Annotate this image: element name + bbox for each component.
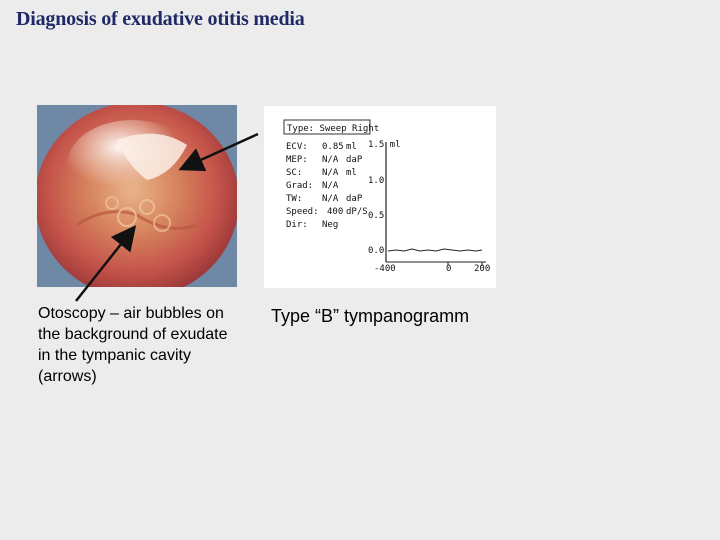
param-value: Neg bbox=[322, 220, 339, 230]
tympanogram-header: Type: Sweep Right bbox=[287, 124, 380, 134]
param-value: 400 bbox=[327, 207, 344, 217]
param-unit: ml bbox=[346, 142, 357, 152]
y-tick-label: 0.5 bbox=[368, 211, 385, 221]
otoscopy-image bbox=[37, 105, 237, 287]
y-tick-label: 1.5 ml bbox=[368, 140, 401, 150]
slide-title: Diagnosis of exudative otitis media bbox=[16, 8, 305, 30]
param-value: N/A bbox=[322, 168, 339, 178]
param-value: 0.85 bbox=[322, 142, 344, 152]
y-tick-label: 0.0 bbox=[368, 246, 385, 256]
param-unit: daP bbox=[346, 155, 363, 165]
tympanogram-params bbox=[286, 142, 368, 230]
x-tick-label: 0 bbox=[446, 264, 452, 274]
tympanogram-caption: Type “B” tympanogramm bbox=[271, 306, 470, 326]
param-value: N/A bbox=[322, 155, 339, 165]
param-label: ECV: bbox=[286, 142, 308, 152]
tympanogram-printout bbox=[264, 106, 496, 288]
param-unit: ml bbox=[346, 168, 357, 178]
param-label: Grad: bbox=[286, 181, 314, 191]
param-value: N/A bbox=[322, 194, 339, 204]
y-tick-label: 1.0 bbox=[368, 176, 385, 186]
x-tick-label: -400 bbox=[374, 264, 396, 274]
x-tick-label: 200 bbox=[474, 264, 491, 274]
param-unit: dP/S bbox=[346, 207, 368, 217]
param-label: SC: bbox=[286, 168, 303, 178]
otoscopy-caption: Otoscopy – air bubbles on the background of exudate in the tympanic cavity (arrows) bbox=[38, 305, 228, 385]
param-label: TW: bbox=[286, 194, 303, 204]
tympanogram-trace bbox=[388, 249, 482, 251]
param-label: Dir: bbox=[286, 220, 308, 230]
param-unit: daP bbox=[346, 194, 363, 204]
param-value: N/A bbox=[322, 181, 339, 191]
param-label: Speed: bbox=[286, 207, 319, 217]
param-label: MEP: bbox=[286, 155, 308, 165]
